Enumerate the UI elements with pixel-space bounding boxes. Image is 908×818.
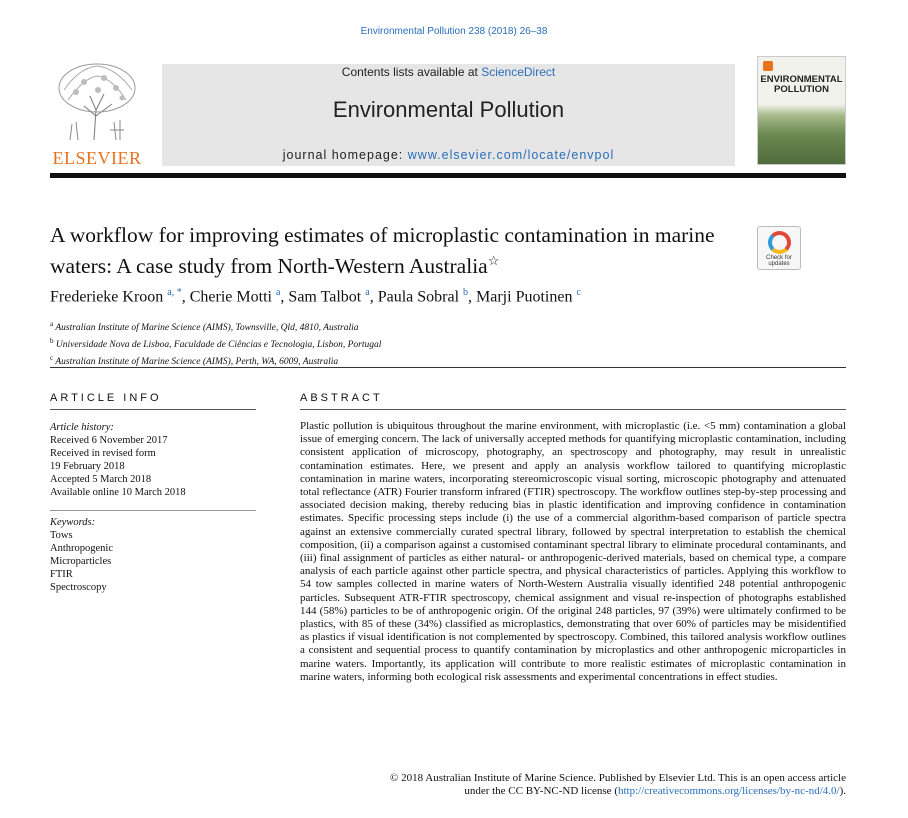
copyright-notice (300, 772, 846, 798)
journal-title: Environmental Pollution (332, 97, 565, 122)
keyword-item: Anthropogenic (50, 543, 113, 554)
contents-prefix: Contents lists available at (341, 65, 482, 79)
keywords-list (50, 529, 260, 594)
keywords-section (50, 516, 260, 594)
author-name[interactable]: Sam Talbot (288, 288, 362, 306)
journal-masthead (162, 64, 735, 166)
history-item: 19 February 2018 (50, 461, 125, 472)
keyword-item: Spectroscopy (50, 582, 107, 593)
article-history (50, 421, 260, 499)
author-name[interactable]: Marji Puotinen (476, 288, 573, 306)
copyright-suffix: ). (839, 785, 846, 798)
cover-publisher-icon (763, 61, 773, 71)
author-affiliation-mark[interactable]: a (275, 287, 281, 298)
affiliation-item (50, 318, 750, 335)
homepage-link[interactable]: www.elsevier.com/locate/envpol (407, 148, 615, 162)
journal-homepage (162, 148, 735, 162)
affiliation-item (50, 335, 750, 352)
section-rule (50, 367, 846, 368)
affiliation-text: Australian Institute of Marine Science (AIMS), Townsville, Qld, 4810, Australia (55, 323, 359, 334)
journal-header (50, 56, 846, 174)
cover-title-line1: ENVIRONMENTAL (760, 74, 843, 85)
journal-reference[interactable]: Environmental Pollution 238 (2018) 26–38 (360, 26, 548, 37)
author-affiliation-mark[interactable]: a (365, 287, 370, 298)
author-affiliation-mark[interactable]: a, * (167, 287, 182, 298)
history-item: Received 6 November 2017 (50, 435, 168, 446)
history-label: Article history: (50, 422, 114, 433)
keywords-label: Keywords: (50, 517, 96, 528)
homepage-prefix: journal homepage: (282, 148, 408, 162)
keywords-rule (50, 510, 256, 511)
author-name[interactable]: Cherie Motti (189, 288, 272, 306)
author-list: Frederieke Kroon $^{a, *}$, Cherie Motti $^a$, Sam Talbot $^a$, Paula Sobral $^b$, Marji Puotinen $^c$ (50, 287, 581, 306)
article-title-text: A workflow for improving estimates of microplastic contamination in marine waters: A case study from North-Western Australia (50, 223, 715, 279)
abstract-rule (300, 409, 846, 410)
license-link[interactable]: http://creativecommons.org/licenses/by-nc-nd/4.0/ (617, 785, 840, 798)
affiliation-text: Universidade Nova de Lisboa, Faculdade de Ciências e Tecnologia, Lisbon, Portugal (55, 340, 382, 351)
author-name[interactable]: Frederieke Kroon (50, 288, 164, 306)
author-name[interactable]: Paula Sobral (377, 288, 460, 306)
history-list (50, 434, 260, 499)
article-info-heading: ARTICLE INFO (50, 392, 162, 404)
affiliation-mark: c (50, 354, 54, 363)
history-item: Available online 10 March 2018 (50, 487, 186, 498)
copyright-prefix: under the CC BY-NC-ND license ( (464, 785, 618, 798)
contents-line (162, 65, 735, 79)
history-item: Received in revised form (50, 448, 156, 459)
author-affiliation-mark[interactable]: c (576, 287, 581, 298)
affiliation-list (50, 318, 750, 369)
affiliation-mark: b (50, 337, 54, 346)
article-info-rule (50, 409, 256, 410)
sciencedirect-link[interactable]: ScienceDirect (481, 65, 556, 79)
article-title (50, 222, 750, 279)
abstract-text: Plastic pollution is ubiquitous throughout the marine environment, with microplastic (i.e. <5 mm) contamination a global issue of emerging concern. The lack of universally accepted methods for quantifying microplastic contamination, including consistent application of microscopy, photography, an spectroscopy and photography, may result in unrealistic contamination estimates. Here, we present and apply an analysis workflow tailored to quantifying microplastic contamination in marine waters, incorporating stereomicroscopic visual sorting, microscopic photography and attenuated total reflectance (ATR) Fourier transform infrared (FTIR) spectroscopy. The workflow outlines step-by-step processing and associated decision making, thereby reducing bias in plastic identification and improving confidence in contamination estimates. Specific processing steps include (i) the use of a commercial algorithm-based comparison of particle spectra against an extensive commercially curated spectral library, followed by spectral interpretation to establish the chemical composition, (ii) a comparison against a customised contaminant spectral library to eliminate procedural contaminants, and (iii) final assignment of particles as either natural- or anthropogenic-derived materials, based on chemical type, a compare analysis of each particle against other particle spectra, and physical characteristics of particles. Applying this workflow to 54 tow samples collected in marine waters of North-Western Australia visually identified 248 potential anthropogenic particles. Subsequent ATR-FTIR spectroscopy, chemical assignment and visual re-inspection of photographs established 144 (58%) particles to be of anthropogenic origin. Of the original 248 particles, 97 (39%) were ultimately confirmed to be plastics, with 85 of these (34%) classified as microplastics, demonstrating that over 60% of particles may be misidentified as plastics if visual identification is not complemented by spectroscopy. Combined, this tailored analysis workflow outlines a consistent and sequential process to quantify contamination by microplastics and other anthropogenic microparticles in marine waters. Importantly, its application will contribute to more realistic estimates of microplastic contamination in marine waters, informing both ecological risk assessments and experimental concentrations in effect studies. (300, 420, 846, 683)
check-for-updates-badge[interactable] (757, 226, 801, 270)
header-rule (50, 173, 846, 178)
history-item: Accepted 5 March 2018 (50, 474, 152, 485)
affiliation-mark: a (50, 320, 54, 328)
crossmark-label: Check for updates (766, 255, 792, 267)
cover-title (758, 75, 845, 95)
keyword-item: Microparticles (50, 556, 112, 567)
cover-title-line2: POLLUTION (774, 84, 829, 95)
elsevier-tree-icon (54, 60, 140, 142)
keyword-item: Tows (50, 530, 73, 541)
title-footnote-mark[interactable]: ☆ (487, 253, 500, 268)
keyword-item: FTIR (50, 569, 73, 580)
author-affiliation-mark[interactable]: b (463, 287, 469, 298)
copyright-line2 (300, 785, 846, 798)
elsevier-wordmark: ELSEVIER (52, 148, 142, 168)
journal-cover-thumbnail[interactable] (757, 56, 846, 165)
crossmark-icon (768, 231, 791, 254)
affiliation-text: Australian Institute of Marine Science (AIMS), Perth, WA, 6009, Australia (55, 357, 339, 368)
abstract-heading: ABSTRACT (300, 392, 383, 404)
copyright-line1: © 2018 Australian Institute of Marine Science. Published by Elsevier Ltd. This is an open access article (390, 772, 846, 784)
elsevier-logo[interactable] (50, 56, 144, 168)
